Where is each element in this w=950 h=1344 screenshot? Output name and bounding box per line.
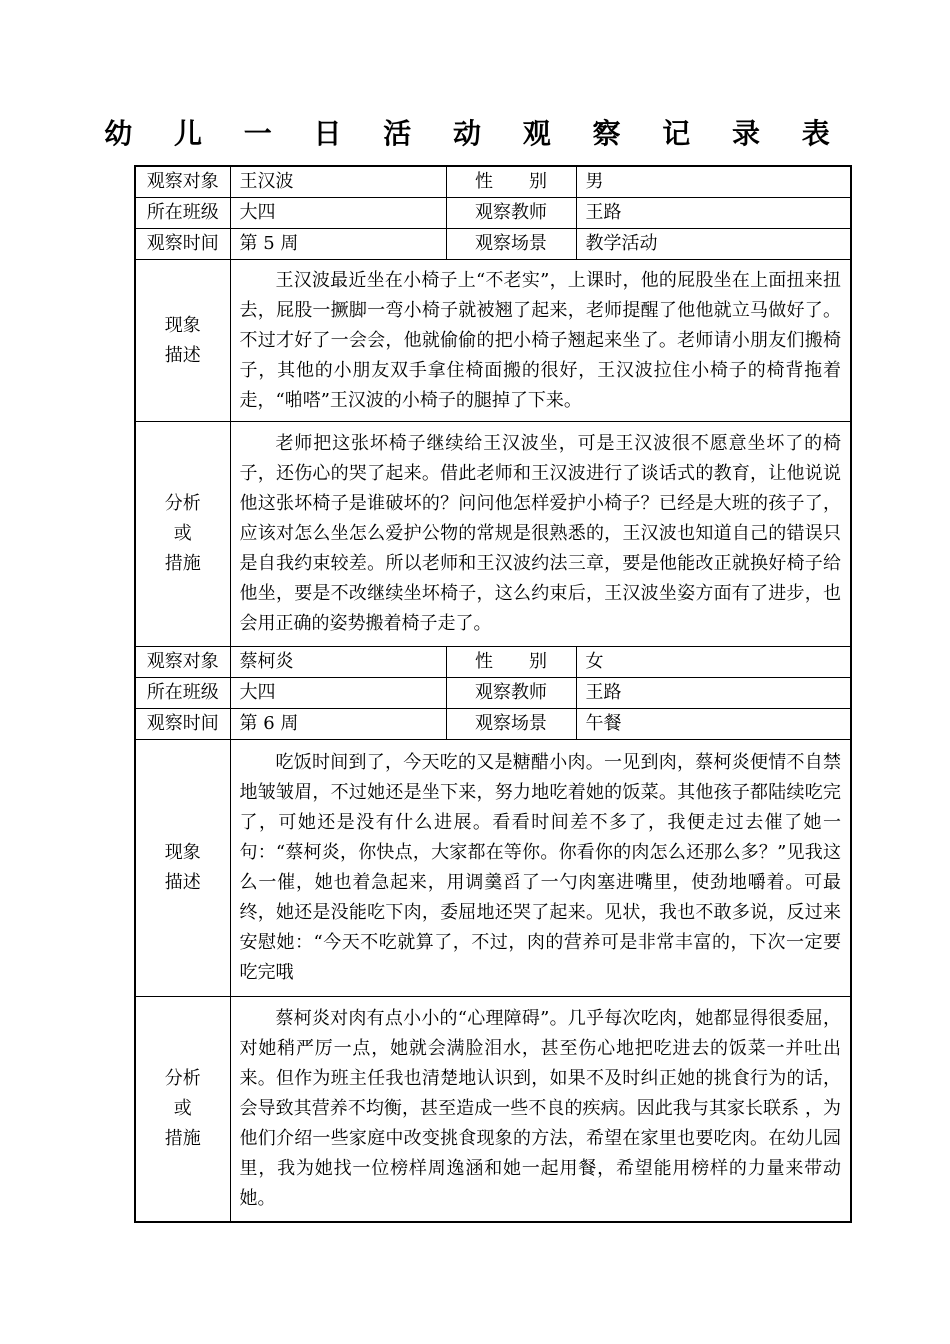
analysis-label — [135, 422, 230, 647]
subject-label: 观察对象 — [135, 647, 230, 678]
gender-label: 性 别 — [446, 647, 576, 678]
analysis-label-line: 分析 — [164, 493, 201, 514]
scene-value: 午餐 — [576, 709, 851, 740]
phenomenon-label — [135, 260, 230, 422]
analysis-label-line: 或 — [173, 523, 192, 544]
gender-label: 性 别 — [446, 166, 576, 198]
observation-table — [134, 165, 852, 1223]
row-time — [135, 709, 851, 740]
row-class — [135, 198, 851, 229]
analysis-label-line: 措施 — [164, 1127, 201, 1149]
gender-value: 男 — [576, 166, 851, 198]
page-title: 幼 儿 一 日 活 动 观 察 记 录 表 — [104, 117, 846, 150]
teacher-label: 观察教师 — [446, 198, 576, 229]
class-label: 所在班级 — [135, 198, 230, 229]
row-subject — [135, 166, 851, 198]
phenomenon-label-line: 描述 — [164, 872, 201, 893]
class-value: 大四 — [230, 678, 446, 709]
phenomenon-text-cell — [230, 260, 851, 422]
teacher-value: 王路 — [576, 678, 851, 709]
teacher-value: 王路 — [576, 198, 851, 229]
subject-value: 蔡柯炎 — [230, 647, 446, 678]
row-class — [135, 678, 851, 709]
scene-label: 观察场景 — [446, 709, 576, 740]
row-analysis — [135, 997, 851, 1222]
analysis-label-line: 分析 — [164, 1067, 201, 1089]
phenomenon-text-cell — [230, 740, 851, 997]
phenomenon-text: 王汉波最近坐在小椅子上“不老实”，上课时，他的屁股坐在上面扭来扭去，屁股一撅脚一弯小椅子就被翘了起来，老师提醒了他他就立马做好了。不过才好了一会会，他就偷偷的把小椅子翘起来坐了。老师请小朋友们搬椅子，其他的小朋友双手拿住椅面搬的很好，王汉波拉住小椅子的椅背拖着走，“啪嗒”王汉波的小椅子的腿掉了下来。 — [239, 269, 841, 411]
analysis-text-cell — [230, 422, 851, 647]
phenomenon-text: 吃饭时间到了，今天吃的又是糖醋小肉。一见到肉，蔡柯炎便情不自禁地皱皱眉，不过她还是坐下来，努力地吃着她的饭菜。其他孩子都陆续吃完了，可她还是没有什么进展。看看时间差不多了，我便走过去催了她一句：“蔡柯炎，你快点，大家都在等你。你看你的肉怎么还那么多？”见我这么一催，她也着急起来，用调羹舀了一勺肉塞进嘴里，使劲地嚼着。可最终，她还是没能吃下肉，委屈地还哭了起来。见状，我也不敢多说，反过来安慰她：“今天不吃就算了，不过，肉的营养可是非常丰富的，下次一定要吃完哦 — [239, 752, 841, 983]
analysis-label-line: 或 — [173, 1097, 192, 1119]
analysis-text: 老师把这张坏椅子继续给王汉波坐，可是王汉波很不愿意坐坏了的椅子，还伤心的哭了起来。借此老师和王汉波进行了谈话式的教育，让他说说他这张坏椅子是谁破坏的？问问他怎样爱护小椅子？已经是大班的孩子了，应该对怎么坐怎么爱护公物的常规是很熟悉的，王汉波也知道自己的错误只是自我约束较差。所以老师和王汉波约法三章，要是他能改正就换好椅子给他坐，要是不改继续坐坏椅子，这么约束后，王汉波坐姿方面有了进步，也会用正确的姿势搬着椅子走了。 — [239, 433, 841, 634]
class-label: 所在班级 — [135, 678, 230, 709]
phenomenon-label — [135, 740, 230, 997]
scene-value: 教学活动 — [576, 229, 851, 260]
phenomenon-label-line: 现象 — [164, 842, 201, 863]
analysis-label-line: 措施 — [164, 553, 201, 574]
subject-label: 观察对象 — [135, 166, 230, 198]
time-value: 第 5 周 — [230, 229, 446, 260]
time-label: 观察时间 — [135, 709, 230, 740]
analysis-text-cell — [230, 997, 851, 1222]
time-value: 第 6 周 — [230, 709, 446, 740]
row-phenomenon — [135, 740, 851, 997]
gender-value: 女 — [576, 647, 851, 678]
class-value: 大四 — [230, 198, 446, 229]
row-time — [135, 229, 851, 260]
time-label: 观察时间 — [135, 229, 230, 260]
phenomenon-label-line: 现象 — [164, 314, 201, 336]
scene-label: 观察场景 — [446, 229, 576, 260]
analysis-label — [135, 997, 230, 1222]
row-phenomenon — [135, 260, 851, 422]
analysis-text: 蔡柯炎对肉有点小小的“心理障碍”。几乎每次吃肉，她都显得很委屈，对她稍严厉一点，她就会满脸泪水，甚至伤心地把吃进去的饭菜一并吐出来。但作为班主任我也清楚地认识到，如果不及时纠正她的挑食行为的话，会导致其营养不均衡，甚至造成一些不良的疾病。因此我与其家长联系 ，为他们介绍一些家庭中改变挑食现象的方法，希望在家里也要吃肉。在幼儿园里，我为她找一位榜样周逸涵和她一起用餐，希望能用榜样的力量来带动她。 — [239, 1007, 841, 1209]
subject-value: 王汉波 — [230, 166, 446, 198]
phenomenon-label-line: 描述 — [164, 344, 201, 366]
teacher-label: 观察教师 — [446, 678, 576, 709]
row-analysis — [135, 422, 851, 647]
row-subject — [135, 647, 851, 678]
